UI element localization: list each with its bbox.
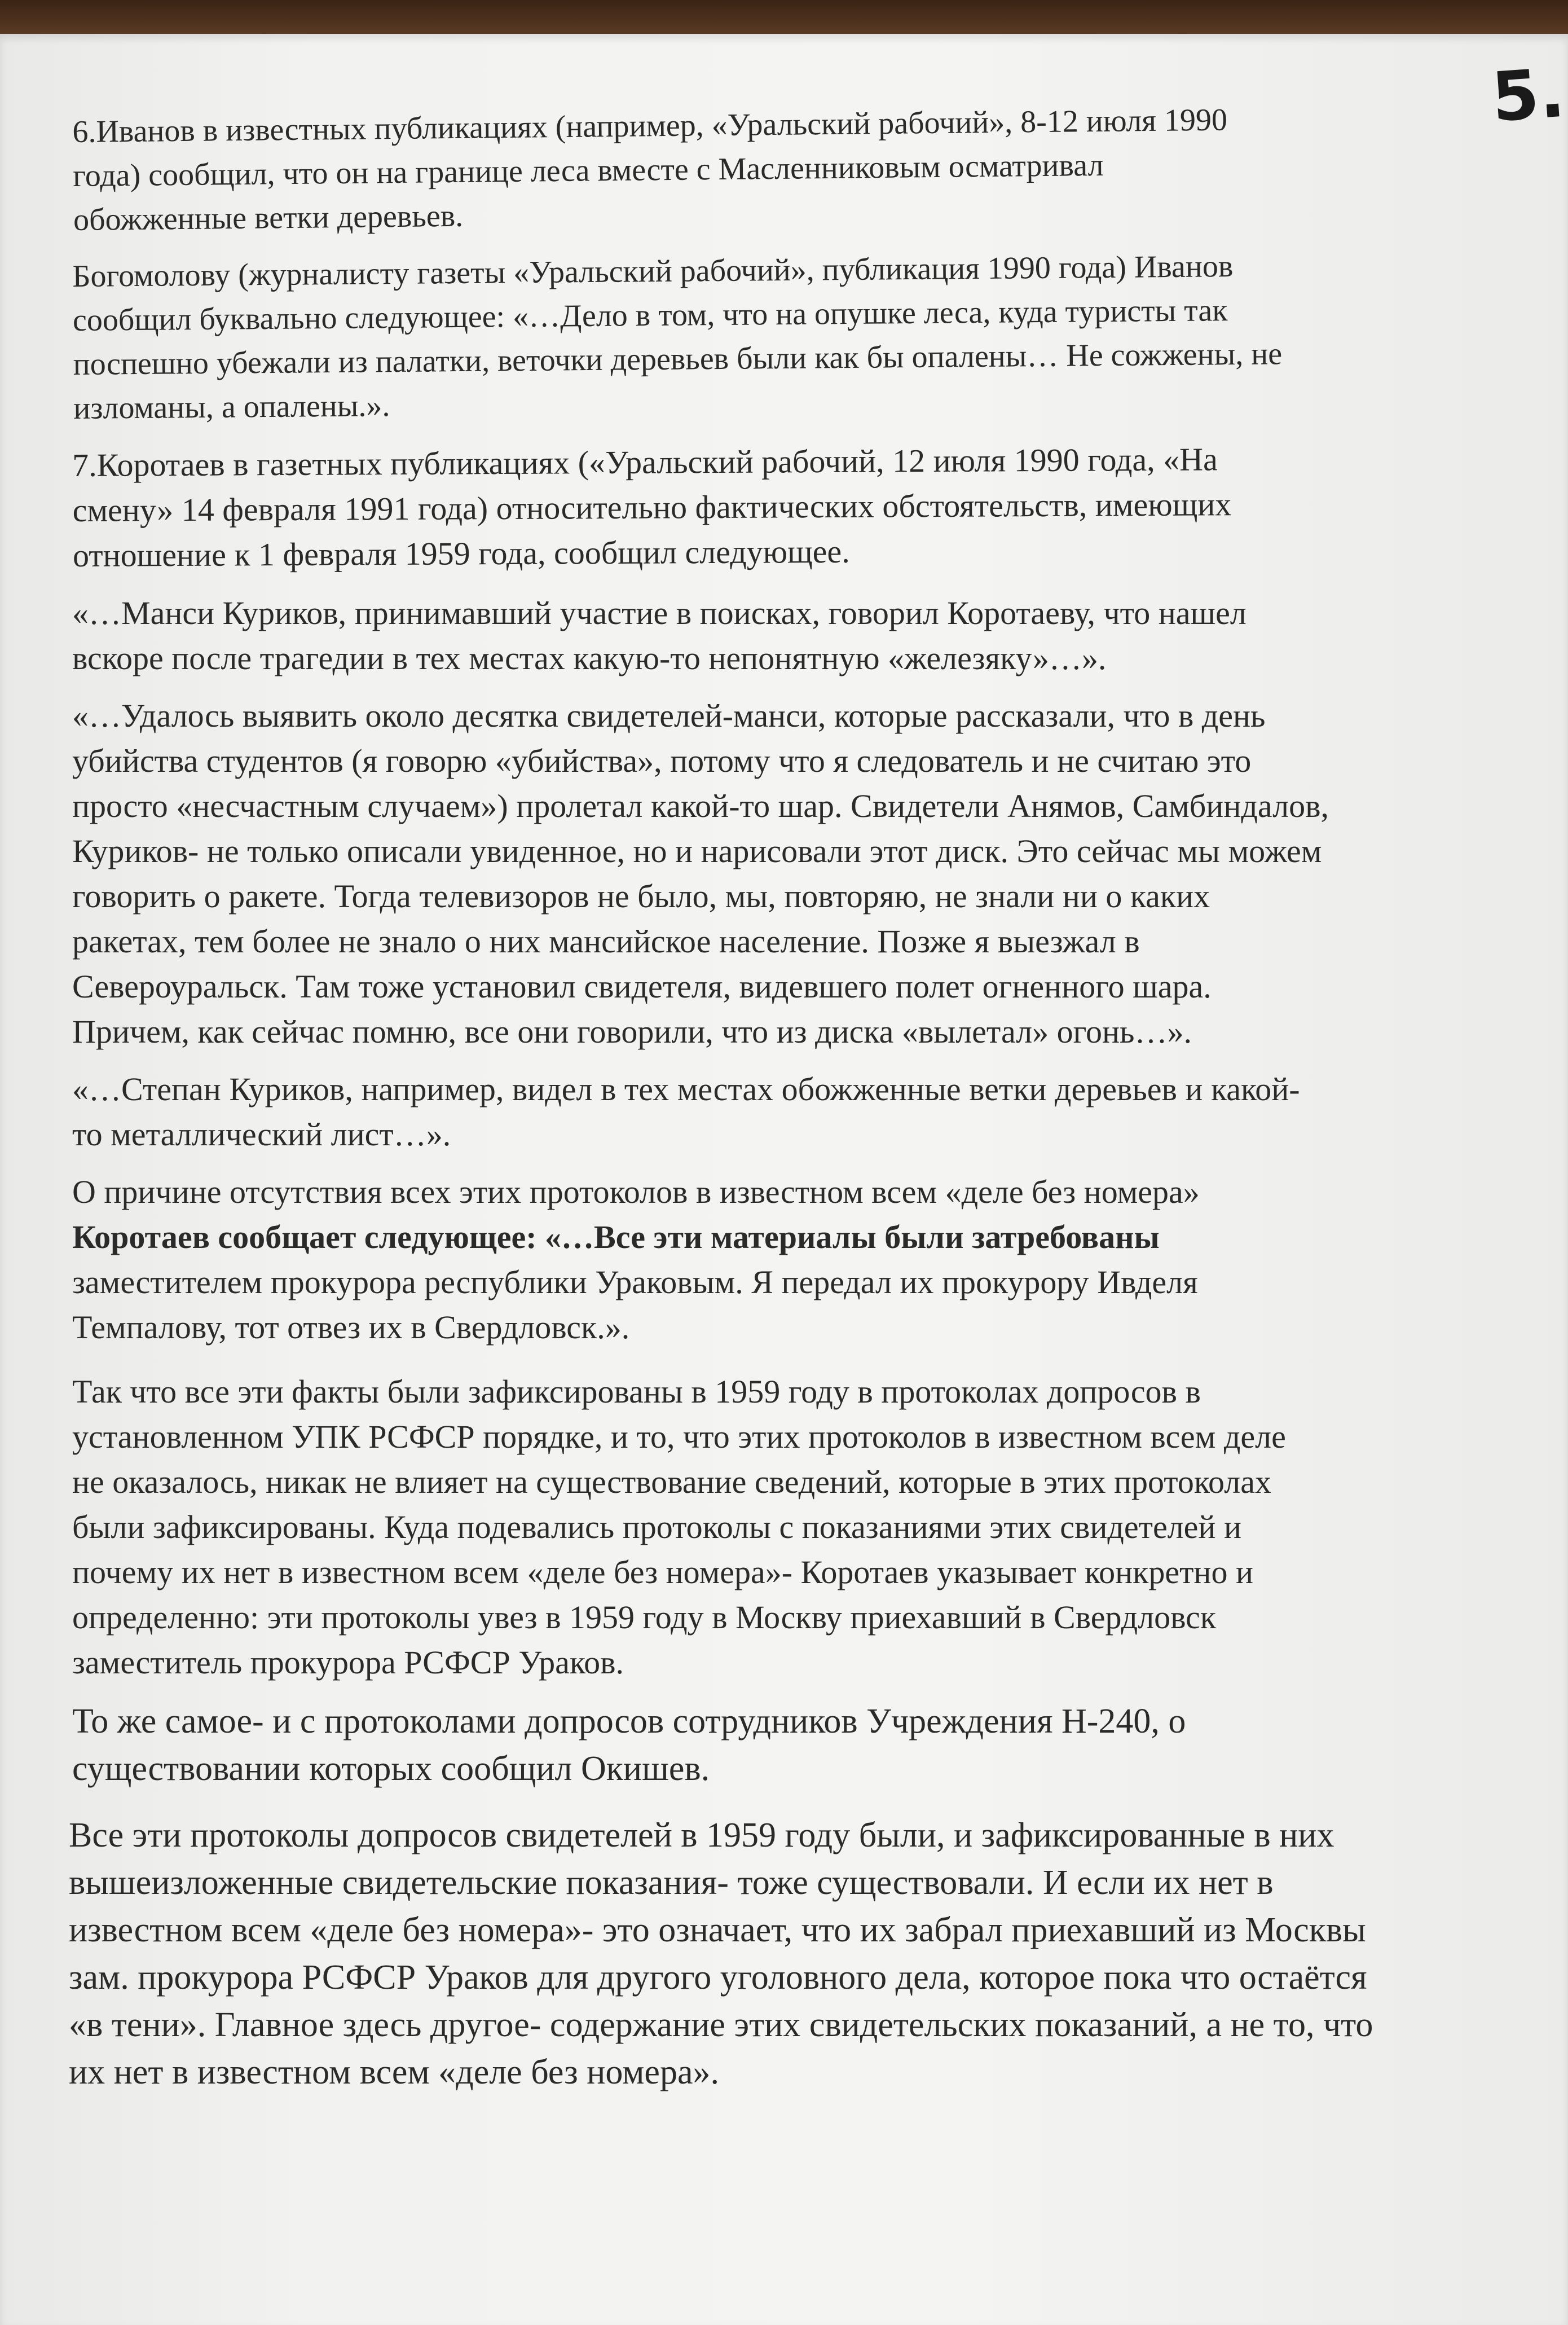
text-line: О причине отсутствия всех этих протоколов в известном всем «деле без номера» (72, 1174, 1200, 1210)
paragraph-witnesses-quote (72, 693, 1505, 1054)
text-line: Все эти протоколы допросов свидетелей в 1959 году были, и зафиксированные в них (69, 1816, 1334, 1854)
text-line: вышеизложенные свидетельские показания- тоже существовали. И если их нет в (69, 1863, 1274, 1902)
text-line: «в тени». Главное здесь другое- содержание этих свидетельских показаний, а не то, что (69, 2006, 1373, 2044)
paragraph-stepan-kurikov-quote (72, 1067, 1505, 1157)
text-line: убийства студентов (я говорю «убийства», потому что я следователь и не считаю это (72, 742, 1252, 779)
text-line: были зафиксированы. Куда подевались протоколы с показаниями этих свидетелей и (72, 1509, 1241, 1545)
text-line: изломаны, а опалены.». (73, 388, 390, 426)
text-line: «…Удалось выявить около десятка свидетелей-манси, которые рассказали, что в день (72, 697, 1266, 734)
text-line: Темпалову, тот отвез их в Свердловск.». (72, 1309, 630, 1346)
text-line: определенно: эти протоколы увез в 1959 году в Москву приехавший в Свердловск (72, 1599, 1217, 1636)
text-line: обожженные ветки деревьев. (73, 198, 464, 238)
text-line: их нет в известном всем «деле без номера». (69, 2053, 719, 2091)
text-line: смену» 14 февраля 1991 года) относительно фактических обстоятельств, имеющих (72, 486, 1232, 529)
text-line: вскоре после трагедии в тех местах какую-то непонятную «железяку»…». (72, 640, 1107, 676)
text-line: известном всем «деле без номера»- это означает, что их забрал приехавший из Москвы (69, 1911, 1366, 1949)
paragraph-ivanov-publications (72, 95, 1506, 242)
paragraph-missing-protocols (72, 1170, 1505, 1350)
text-line: зам. прокурора РСФСР Ураков для другого уголовного дела, которое пока что остаётся (69, 1958, 1367, 1997)
text-line: поспешно убежали из палатки, веточки деревьев были как бы опалены… Не сожжены, не (73, 336, 1283, 382)
text-line: Причем, как сейчас помню, все они говорили, что из диска «вылетал» огонь…». (72, 1013, 1192, 1050)
handwritten-page-number: 5. (1489, 54, 1567, 138)
paragraph-mansi-kurikov-quote (72, 591, 1505, 681)
text-line: То же самое- и с протоколами допросов сотрудников Учреждения Н-240, о (72, 1702, 1186, 1741)
text-line: «…Степан Куриков, например, видел в тех местах обожженные ветки деревьев и какой- (72, 1071, 1300, 1107)
paragraph-korotaev-publications (72, 436, 1505, 578)
text-line: то металлический лист…». (72, 1116, 451, 1153)
text-line: существовании которых сообщил Окишев. (72, 1750, 710, 1788)
text-line: Богомолову (журналисту газеты «Уральский рабочий», публикация 1990 года) Иванов (72, 249, 1234, 294)
paragraph-n240-protocols (72, 1698, 1505, 1792)
text-line: Так что все эти факты были зафиксированы в 1959 году в протоколах допросов в (72, 1373, 1201, 1410)
text-line: Североуральск. Там тоже установил свидетеля, видевшего полет огненного шара. (72, 968, 1212, 1005)
text-line: почему их нет в известном всем «деле без номера»- Коротаев указывает конкретно и (72, 1554, 1254, 1590)
paragraph-conclusion (69, 1812, 1505, 2096)
text-line: просто «несчастным случаем») пролетал какой-то шар. Свидетели Анямов, Самбиндалов, (72, 788, 1329, 824)
text-line: Куриков- не только описали увиденное, но и нарисовали этот диск. Это сейчас мы можем (72, 833, 1322, 869)
text-line: 7.Коротаев в газетных публикациях («Уральский рабочий, 12 июля 1990 года, «На (72, 441, 1218, 484)
bold-text-line: Коротаев сообщает следующее: «…Все эти материалы были затребованы (72, 1219, 1160, 1255)
paragraph-bogomolov-quote (72, 242, 1507, 430)
text-line: года) сообщил, что он на границе леса вместе с Масленниковым осматривал (72, 147, 1104, 194)
text-line: говорить о ракете. Тогда телевизоров не было, мы, повторяю, не знали ни о каких (72, 878, 1210, 915)
text-line: не оказалось, никак не влияет на существование сведений, которые в этих протоколах (72, 1463, 1271, 1500)
text-line: заместитель прокурора РСФСР Ураков. (72, 1644, 624, 1681)
text-line: отношение к 1 февраля 1959 года, сообщил следующее. (72, 533, 850, 574)
text-line: сообщил буквально следующее: «…Дело в том, что на опушке леса, куда туристы так (72, 293, 1228, 338)
text-line: установленном УПК РСФСР порядке, и то, что этих протоколов в известном всем деле (72, 1418, 1286, 1455)
document-body (69, 102, 1505, 2115)
text-line: заместителем прокурора республики Ураковым. Я передал их прокурору Ивделя (72, 1264, 1198, 1300)
text-line: «…Манси Куриков, принимавший участие в поисках, говорил Коротаеву, что нашел (72, 595, 1247, 631)
text-line: 6.Иванов в известных публикациях (например, «Уральский рабочий», 8-12 июля 1990 (72, 102, 1228, 150)
text-line: ракетах, тем более не знало о них мансийское население. Позже я выезжал в (72, 923, 1140, 960)
paragraph-facts-recorded (72, 1369, 1505, 1685)
